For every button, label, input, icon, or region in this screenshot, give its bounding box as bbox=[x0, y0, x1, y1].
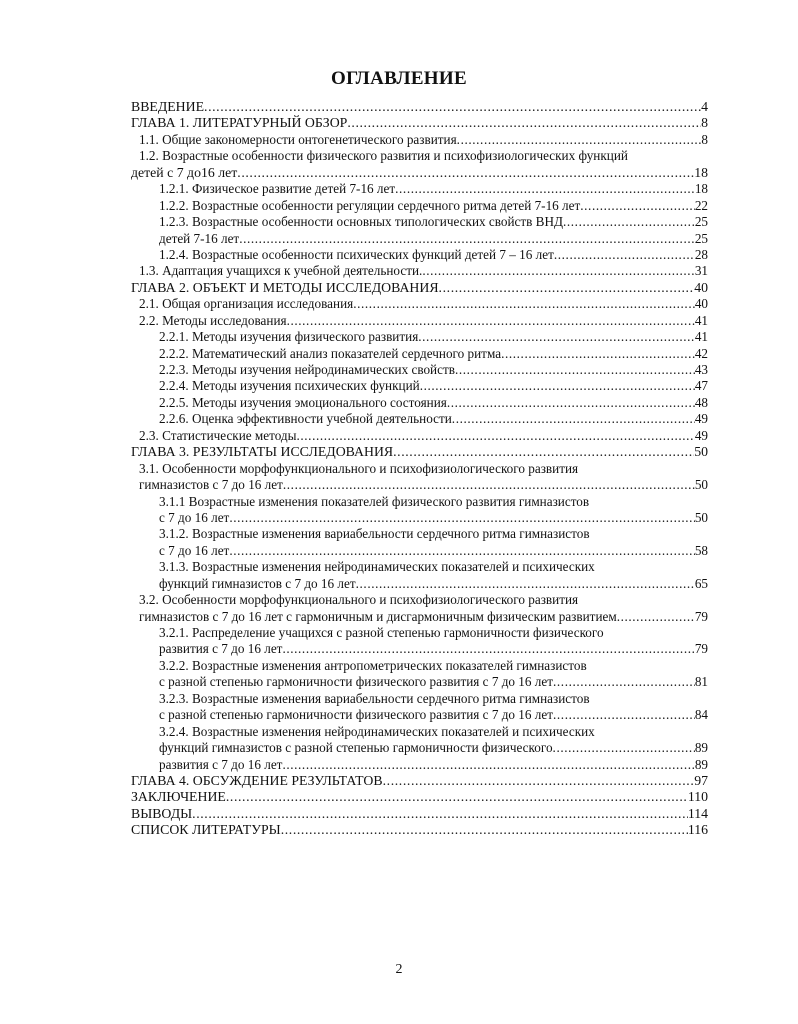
toc-entry bbox=[131, 444, 708, 460]
toc-entry bbox=[131, 132, 708, 148]
toc-entry bbox=[131, 526, 708, 542]
toc-entry bbox=[131, 806, 708, 822]
toc-entry bbox=[131, 477, 708, 493]
toc-entry bbox=[131, 148, 708, 164]
toc-entry bbox=[131, 313, 708, 329]
toc-entry bbox=[131, 773, 708, 789]
toc-entry bbox=[131, 740, 708, 756]
toc-entry-page: 4 bbox=[701, 99, 708, 114]
toc-entry bbox=[131, 280, 708, 296]
toc-entry-title: 3.2.1. Распределение учащихся с разной степенью гармоничности физического bbox=[159, 625, 604, 640]
toc-entry-page: 25 bbox=[694, 230, 708, 246]
toc-entry-title: ГЛАВА 2. ОБЪЕКТ И МЕТОДЫ ИССЛЕДОВАНИЯ bbox=[131, 279, 439, 295]
toc-entry-title: 1.2.2. Возрастные особенности регуляции сердечного ритма детей 7-16 лет bbox=[159, 197, 581, 213]
toc-entry-page: 18 bbox=[694, 164, 708, 180]
toc-entry-title: детей 7-16 лет bbox=[159, 230, 240, 246]
toc-entry-page: 31 bbox=[694, 263, 708, 279]
toc-entry-title: гимназистов с 7 до 16 лет с гармоничным и дисгармоничным физическим развитием bbox=[139, 608, 617, 624]
toc-entry bbox=[131, 329, 708, 345]
toc-dot-leader bbox=[239, 231, 695, 247]
toc-entry-title: с разной степенью гармоничности физического развития с 7 до 16 лет bbox=[159, 674, 553, 690]
toc-dot-leader bbox=[282, 757, 694, 773]
toc-entry-page: 48 bbox=[694, 394, 708, 410]
toc-entry-page: 28 bbox=[694, 246, 708, 262]
toc-entry-page: 43 bbox=[694, 362, 708, 377]
toc-dot-leader bbox=[422, 263, 695, 279]
toc-entry-page: 49 bbox=[694, 411, 708, 427]
toc-entry bbox=[131, 576, 708, 592]
toc-entry-page: 25 bbox=[694, 214, 708, 230]
toc-entry-page: 40 bbox=[694, 279, 708, 295]
toc-entry-title: 2.2.3. Методы изучения нейродинамических свойств bbox=[159, 362, 455, 377]
toc-dot-leader bbox=[282, 641, 694, 657]
toc-entry-title: 3.1.3. Возрастные изменения нейродинамических показателей и психических bbox=[159, 559, 595, 575]
toc-entry-title: ВВЕДЕНИЕ bbox=[131, 99, 205, 114]
toc-entry bbox=[131, 362, 708, 378]
toc-entry-title: функций гимназистов с разной степенью гармоничности физического bbox=[159, 740, 553, 756]
toc-entry-page: 22 bbox=[694, 197, 708, 213]
toc-entry-page: 89 bbox=[694, 740, 708, 756]
toc-entry-title: 1.2.4. Возрастные особенности психических функций детей 7 – 16 лет bbox=[159, 246, 554, 262]
toc-entry-title: 1.2.3. Возрастные особенности основных типологических свойств ВНД bbox=[159, 214, 563, 230]
toc-dot-leader bbox=[393, 444, 694, 460]
toc-entry bbox=[131, 494, 708, 510]
toc-dot-leader bbox=[237, 165, 694, 181]
toc-dot-leader bbox=[353, 296, 695, 312]
toc-entry bbox=[131, 411, 708, 427]
toc-dot-leader bbox=[204, 99, 701, 115]
toc-entry-page: 8 bbox=[701, 131, 708, 147]
toc-dot-leader bbox=[287, 313, 695, 329]
toc-dot-leader bbox=[553, 740, 695, 756]
toc-entry bbox=[131, 691, 708, 707]
toc-entry bbox=[131, 115, 708, 131]
toc-dot-leader bbox=[226, 789, 688, 805]
toc-entry-title: с 7 до 16 лет bbox=[159, 542, 230, 558]
toc-entry-page: 50 bbox=[694, 444, 708, 460]
toc-entry-title: 3.1. Особенности морфофункционального и психофизиологического развития bbox=[139, 460, 579, 476]
toc-entry bbox=[131, 395, 708, 411]
toc-entry bbox=[131, 789, 708, 805]
toc-entry bbox=[131, 461, 708, 477]
toc-entry-page: 41 bbox=[694, 329, 708, 345]
table-of-contents bbox=[131, 99, 708, 839]
toc-entry bbox=[131, 510, 708, 526]
toc-entry-title: ГЛАВА 4. ОБСУЖДЕНИЕ РЕЗУЛЬТАТОВ bbox=[131, 772, 383, 788]
toc-entry bbox=[131, 181, 708, 197]
toc-entry bbox=[131, 296, 708, 312]
page-title: ОГЛАВЛЕНИЕ bbox=[331, 68, 467, 89]
toc-dot-leader bbox=[554, 247, 695, 263]
toc-entry bbox=[131, 641, 708, 657]
toc-entry-page: 18 bbox=[694, 181, 708, 197]
toc-entry-page: 49 bbox=[694, 427, 708, 443]
toc-entry bbox=[131, 263, 708, 279]
toc-dot-leader bbox=[347, 115, 701, 131]
toc-entry-title: 2.2.2. Математический анализ показателей сердечного ритма bbox=[159, 345, 502, 361]
toc-dot-leader bbox=[501, 346, 695, 362]
toc-entry-title: 1.2.1. Физическое развитие детей 7-16 лет bbox=[159, 181, 396, 197]
toc-dot-leader bbox=[553, 674, 695, 690]
toc-entry-page: 81 bbox=[694, 674, 708, 690]
toc-dot-leader bbox=[281, 822, 688, 838]
toc-entry-page: 110 bbox=[687, 789, 708, 805]
toc-dot-leader bbox=[229, 543, 694, 559]
toc-entry-page: 116 bbox=[687, 822, 708, 838]
toc-entry-title: функций гимназистов с 7 до 16 лет bbox=[159, 575, 356, 591]
toc-entry bbox=[131, 822, 708, 838]
toc-dot-leader bbox=[229, 510, 694, 526]
toc-entry bbox=[131, 674, 708, 690]
toc-entry bbox=[131, 592, 708, 608]
toc-entry-page: 41 bbox=[694, 312, 708, 328]
toc-dot-leader bbox=[383, 773, 695, 789]
toc-entry-title: 3.1.1 Возрастные изменения показателей физического развития гимназистов bbox=[159, 493, 590, 509]
toc-dot-leader bbox=[439, 280, 695, 296]
toc-entry-page: 79 bbox=[694, 641, 708, 657]
toc-dot-leader bbox=[395, 181, 695, 197]
toc-entry bbox=[131, 707, 708, 723]
toc-entry bbox=[131, 378, 708, 394]
toc-entry-title: 1.3. Адаптация учащихся к учебной деятельности. bbox=[139, 263, 423, 279]
toc-entry-page: 40 bbox=[694, 296, 708, 312]
toc-entry-title: развития с 7 до 16 лет bbox=[159, 641, 283, 657]
toc-entry bbox=[131, 543, 708, 559]
toc-entry-title: 2.2.4. Методы изучения психических функций bbox=[159, 378, 420, 394]
toc-entry-title: 2.2. Методы исследования bbox=[139, 312, 287, 328]
toc-entry-title: 2.2.1. Методы изучения физического развития bbox=[159, 329, 419, 345]
toc-entry-title: 3.1.2. Возрастные изменения вариабельности сердечного ритма гимназистов bbox=[159, 526, 590, 542]
toc-entry-title: 1.1. Общие закономерности онтогенетического развития bbox=[139, 131, 457, 147]
toc-entry-title: ГЛАВА 3. РЕЗУЛЬТАТЫ ИССЛЕДОВАНИЯ bbox=[131, 444, 394, 460]
toc-dot-leader bbox=[283, 477, 695, 493]
toc-entry-title: ВЫВОДЫ bbox=[131, 805, 193, 821]
toc-entry bbox=[131, 346, 708, 362]
toc-dot-leader bbox=[580, 198, 695, 214]
toc-entry-title: с разной степенью гармоничности физического развития с 7 до 16 лет bbox=[159, 707, 553, 723]
toc-entry-title: 3.2. Особенности морфофункционального и психофизиологического развития bbox=[139, 592, 579, 608]
toc-entry bbox=[131, 99, 708, 115]
toc-dot-leader bbox=[553, 707, 695, 723]
toc-dot-leader bbox=[455, 362, 695, 378]
toc-dot-leader bbox=[356, 576, 695, 592]
toc-entry bbox=[131, 231, 708, 247]
toc-dot-leader bbox=[452, 411, 695, 427]
toc-entry-page: 79 bbox=[694, 608, 708, 624]
toc-entry bbox=[131, 658, 708, 674]
toc-entry-page: 97 bbox=[694, 772, 708, 788]
toc-dot-leader bbox=[457, 132, 702, 148]
toc-entry-title: 3.2.2. Возрастные изменения антропометрических показателей гимназистов bbox=[159, 657, 587, 673]
toc-entry-title: 3.2.3. Возрастные изменения вариабельности сердечного ритма гимназистов bbox=[159, 690, 590, 706]
toc-entry bbox=[131, 609, 708, 625]
page-number: 2 bbox=[395, 962, 403, 977]
toc-entry-page: 84 bbox=[694, 707, 708, 723]
toc-dot-leader bbox=[617, 609, 695, 625]
toc-entry-title: ЗАКЛЮЧЕНИЕ bbox=[131, 789, 226, 805]
toc-entry bbox=[131, 757, 708, 773]
toc-entry bbox=[131, 559, 708, 575]
toc-entry-title: развития с 7 до 16 лет bbox=[159, 756, 283, 772]
toc-dot-leader bbox=[418, 329, 695, 345]
toc-dot-leader bbox=[420, 378, 695, 394]
toc-entry-title: 2.2.5. Методы изучения эмоционального состояния bbox=[159, 394, 447, 410]
toc-entry-title: СПИСОК ЛИТЕРАТУРЫ bbox=[131, 822, 281, 838]
toc-entry-title: 2.1. Общая организация исследования bbox=[139, 296, 354, 312]
toc-entry-page: 114 bbox=[687, 805, 708, 821]
toc-entry-page: 65 bbox=[694, 575, 708, 591]
toc-entry-page: 8 bbox=[701, 115, 708, 131]
toc-entry bbox=[131, 724, 708, 740]
toc-entry-title: 2.2.6. Оценка эффективности учебной деятельности bbox=[159, 411, 452, 427]
toc-entry bbox=[131, 198, 708, 214]
toc-entry-title: 2.3. Статистические методы bbox=[139, 427, 297, 443]
toc-dot-leader bbox=[296, 428, 694, 444]
toc-entry-title: 1.2. Возрастные особенности физического развития и психофизиологических функций bbox=[139, 148, 628, 164]
toc-entry-page: 89 bbox=[694, 756, 708, 772]
toc-entry-title: с 7 до 16 лет bbox=[159, 509, 230, 525]
toc-dot-leader bbox=[447, 395, 695, 411]
toc-entry-title: детей с 7 до16 лет bbox=[131, 164, 238, 180]
toc-entry-title: 3.2.4. Возрастные изменения нейродинамических показателей и психических bbox=[159, 723, 595, 739]
toc-entry bbox=[131, 214, 708, 230]
toc-entry-title: ГЛАВА 1. ЛИТЕРАТУРНЫЙ ОБЗОР bbox=[131, 115, 348, 131]
toc-entry bbox=[131, 625, 708, 641]
toc-entry bbox=[131, 247, 708, 263]
toc-entry-page: 47 bbox=[694, 378, 708, 394]
toc-entry-title: гимназистов с 7 до 16 лет bbox=[139, 477, 283, 493]
toc-entry-page: 50 bbox=[694, 509, 708, 525]
toc-entry-page: 50 bbox=[694, 477, 708, 493]
toc-dot-leader bbox=[563, 214, 695, 230]
toc-entry-page: 58 bbox=[694, 542, 708, 558]
toc-entry-page: 42 bbox=[694, 345, 708, 361]
toc-entry bbox=[131, 165, 708, 181]
toc-dot-leader bbox=[192, 806, 688, 822]
toc-entry bbox=[131, 428, 708, 444]
